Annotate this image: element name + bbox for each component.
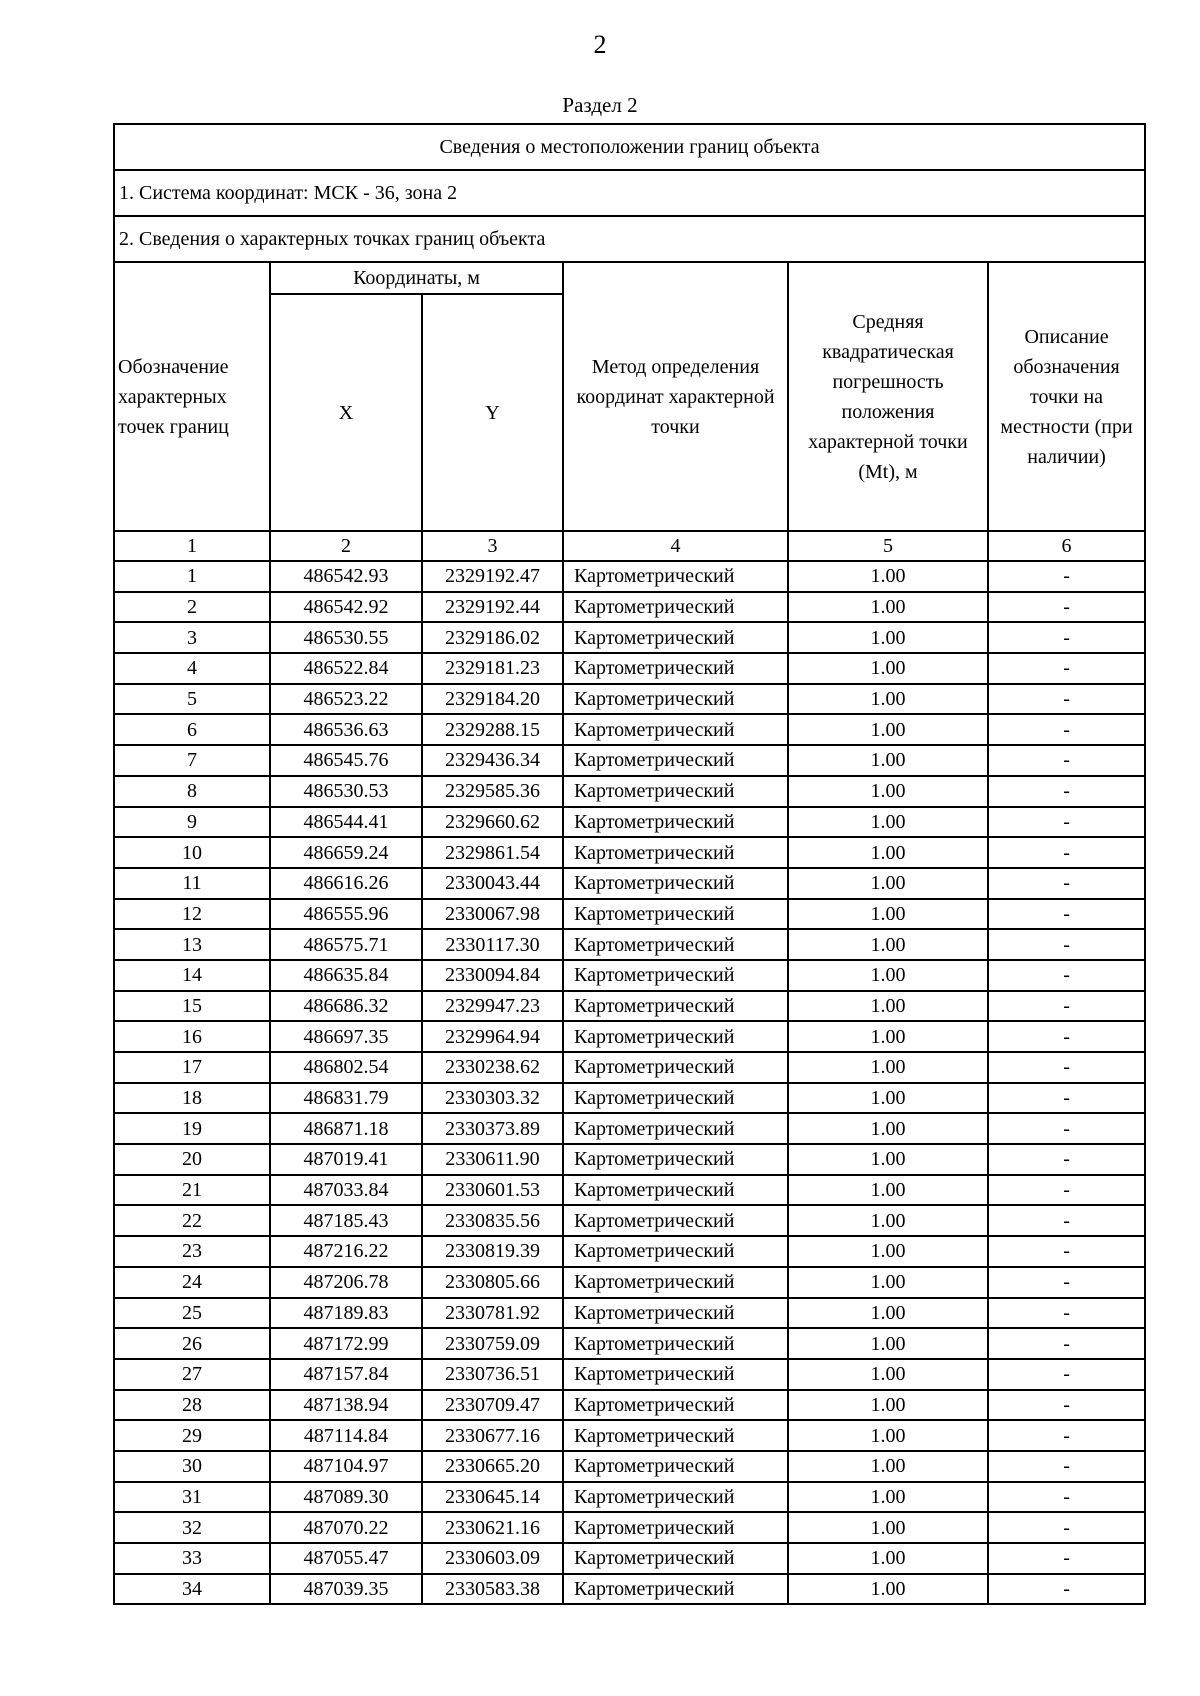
x-coordinate-cell: 487104.97	[270, 1451, 422, 1482]
description-cell: -	[988, 868, 1145, 899]
method-cell: Картометрический	[563, 807, 788, 838]
method-cell: Картометрический	[563, 1451, 788, 1482]
description-cell: -	[988, 1175, 1145, 1206]
table-row	[114, 1236, 1145, 1267]
description-cell: -	[988, 745, 1145, 776]
description-cell: -	[988, 1267, 1145, 1298]
description-cell: -	[988, 1298, 1145, 1329]
method-cell: Картометрический	[563, 561, 788, 592]
error-cell: 1.00	[788, 1021, 988, 1052]
point-number-cell: 11	[114, 868, 270, 899]
description-cell: -	[988, 622, 1145, 653]
point-number-cell: 12	[114, 899, 270, 930]
point-rows	[114, 561, 1145, 1604]
y-coordinate-cell: 2330736.51	[422, 1359, 563, 1390]
x-coordinate-cell: 487138.94	[270, 1390, 422, 1421]
x-coordinate-cell: 487206.78	[270, 1267, 422, 1298]
table-row	[114, 622, 1145, 653]
description-cell: -	[988, 1083, 1145, 1114]
point-number-cell: 22	[114, 1205, 270, 1236]
x-coordinate-cell: 486536.63	[270, 714, 422, 745]
description-cell: -	[988, 1113, 1145, 1144]
y-coordinate-cell: 2330094.84	[422, 960, 563, 991]
point-number-cell: 3	[114, 622, 270, 653]
table-row	[114, 807, 1145, 838]
coord-system-info: 1. Система координат: МСК - 36, зона 2	[114, 170, 1145, 216]
table-row	[114, 868, 1145, 899]
x-coordinate-cell: 486523.22	[270, 684, 422, 715]
header-coords: Координаты, м	[270, 262, 563, 294]
method-cell: Картометрический	[563, 899, 788, 930]
x-coordinate-cell: 486575.71	[270, 929, 422, 960]
point-number-cell: 10	[114, 837, 270, 868]
point-number-cell: 29	[114, 1420, 270, 1451]
description-cell: -	[988, 1390, 1145, 1421]
x-coordinate-cell: 486530.53	[270, 776, 422, 807]
error-cell: 1.00	[788, 1144, 988, 1175]
description-cell: -	[988, 561, 1145, 592]
point-number-cell: 15	[114, 991, 270, 1022]
y-coordinate-cell: 2330601.53	[422, 1175, 563, 1206]
method-cell: Картометрический	[563, 1144, 788, 1175]
y-coordinate-cell: 2329192.47	[422, 561, 563, 592]
x-coordinate-cell: 487189.83	[270, 1298, 422, 1329]
method-cell: Картометрический	[563, 1574, 788, 1605]
method-cell: Картометрический	[563, 1175, 788, 1206]
table-row	[114, 1205, 1145, 1236]
table-row	[114, 899, 1145, 930]
y-coordinate-cell: 2330677.16	[422, 1420, 563, 1451]
y-coordinate-cell: 2330611.90	[422, 1144, 563, 1175]
error-cell: 1.00	[788, 1205, 988, 1236]
method-cell: Картометрический	[563, 622, 788, 653]
y-coordinate-cell: 2329947.23	[422, 991, 563, 1022]
y-coordinate-cell: 2329181.23	[422, 653, 563, 684]
point-number-cell: 27	[114, 1359, 270, 1390]
error-cell: 1.00	[788, 1298, 988, 1329]
error-cell: 1.00	[788, 1543, 988, 1574]
error-cell: 1.00	[788, 1052, 988, 1083]
y-coordinate-cell: 2330238.62	[422, 1052, 563, 1083]
y-coordinate-cell: 2330603.09	[422, 1543, 563, 1574]
x-coordinate-cell: 487172.99	[270, 1328, 422, 1359]
table-row	[114, 991, 1145, 1022]
table-row	[114, 1328, 1145, 1359]
point-number-cell: 18	[114, 1083, 270, 1114]
table-row	[114, 1574, 1145, 1605]
method-cell: Картометрический	[563, 592, 788, 623]
description-cell: -	[988, 899, 1145, 930]
table-row	[114, 929, 1145, 960]
description-cell: -	[988, 592, 1145, 623]
method-cell: Картометрический	[563, 653, 788, 684]
method-cell: Картометрический	[563, 776, 788, 807]
x-coordinate-cell: 486542.93	[270, 561, 422, 592]
description-cell: -	[988, 1236, 1145, 1267]
y-coordinate-cell: 2329660.62	[422, 807, 563, 838]
error-cell: 1.00	[788, 807, 988, 838]
description-cell: -	[988, 1328, 1145, 1359]
error-cell: 1.00	[788, 714, 988, 745]
table-row	[114, 561, 1145, 592]
point-number-cell: 31	[114, 1482, 270, 1513]
description-cell: -	[988, 1205, 1145, 1236]
error-cell: 1.00	[788, 1083, 988, 1114]
y-coordinate-cell: 2329288.15	[422, 714, 563, 745]
x-coordinate-cell: 487157.84	[270, 1359, 422, 1390]
description-cell: -	[988, 960, 1145, 991]
error-cell: 1.00	[788, 684, 988, 715]
error-cell: 1.00	[788, 1267, 988, 1298]
method-cell: Картометрический	[563, 1420, 788, 1451]
header-point-label: Обозначение характерных точек границ	[114, 262, 270, 531]
error-cell: 1.00	[788, 561, 988, 592]
error-cell: 1.00	[788, 1390, 988, 1421]
column-number-row	[114, 531, 1145, 561]
point-number-cell: 14	[114, 960, 270, 991]
y-coordinate-cell: 2330665.20	[422, 1451, 563, 1482]
point-number-cell: 2	[114, 592, 270, 623]
error-cell: 1.00	[788, 1175, 988, 1206]
point-number-cell: 24	[114, 1267, 270, 1298]
x-coordinate-cell: 486831.79	[270, 1083, 422, 1114]
header-y: Y	[422, 294, 563, 531]
section-title: Раздел 2	[562, 93, 638, 117]
error-cell: 1.00	[788, 868, 988, 899]
error-cell: 1.00	[788, 1574, 988, 1605]
method-cell: Картометрический	[563, 1359, 788, 1390]
method-cell: Картометрический	[563, 991, 788, 1022]
method-cell: Картометрический	[563, 1205, 788, 1236]
description-cell: -	[988, 1052, 1145, 1083]
table-row	[114, 1451, 1145, 1482]
point-number-cell: 32	[114, 1512, 270, 1543]
method-cell: Картометрический	[563, 1236, 788, 1267]
error-cell: 1.00	[788, 622, 988, 653]
description-cell: -	[988, 1512, 1145, 1543]
y-coordinate-cell: 2330373.89	[422, 1113, 563, 1144]
error-cell: 1.00	[788, 1482, 988, 1513]
point-number-cell: 16	[114, 1021, 270, 1052]
error-cell: 1.00	[788, 592, 988, 623]
table-row	[114, 714, 1145, 745]
table-row	[114, 745, 1145, 776]
error-cell: 1.00	[788, 1359, 988, 1390]
point-number-cell: 34	[114, 1574, 270, 1605]
point-number-cell: 17	[114, 1052, 270, 1083]
column-number: 3	[422, 531, 563, 561]
error-cell: 1.00	[788, 1236, 988, 1267]
x-coordinate-cell: 486544.41	[270, 807, 422, 838]
y-coordinate-cell: 2330709.47	[422, 1390, 563, 1421]
x-coordinate-cell: 487055.47	[270, 1543, 422, 1574]
column-number: 4	[563, 531, 788, 561]
header-error: Средняя квадратическая погрешность положения характерной точки (Mt), м	[788, 262, 988, 531]
description-cell: -	[988, 1574, 1145, 1605]
y-coordinate-cell: 2329192.44	[422, 592, 563, 623]
method-cell: Картометрический	[563, 837, 788, 868]
error-cell: 1.00	[788, 1328, 988, 1359]
description-cell: -	[988, 807, 1145, 838]
table-row	[114, 1083, 1145, 1114]
point-number-cell: 8	[114, 776, 270, 807]
column-number: 1	[114, 531, 270, 561]
table-row	[114, 1144, 1145, 1175]
point-number-cell: 28	[114, 1390, 270, 1421]
error-cell: 1.00	[788, 929, 988, 960]
x-coordinate-cell: 486555.96	[270, 899, 422, 930]
method-cell: Картометрический	[563, 868, 788, 899]
y-coordinate-cell: 2330583.38	[422, 1574, 563, 1605]
x-coordinate-cell: 487114.84	[270, 1420, 422, 1451]
description-cell: -	[988, 653, 1145, 684]
page-number: 2	[593, 30, 607, 59]
method-cell: Картометрический	[563, 1543, 788, 1574]
y-coordinate-cell: 2330067.98	[422, 899, 563, 930]
y-coordinate-cell: 2330117.30	[422, 929, 563, 960]
x-coordinate-cell: 487039.35	[270, 1574, 422, 1605]
y-coordinate-cell: 2329186.02	[422, 622, 563, 653]
error-cell: 1.00	[788, 776, 988, 807]
point-number-cell: 21	[114, 1175, 270, 1206]
method-cell: Картометрический	[563, 1052, 788, 1083]
error-cell: 1.00	[788, 837, 988, 868]
method-cell: Картометрический	[563, 1482, 788, 1513]
x-coordinate-cell: 486530.55	[270, 622, 422, 653]
x-coordinate-cell: 486802.54	[270, 1052, 422, 1083]
points-section-title: 2. Сведения о характерных точках границ объекта	[114, 216, 1145, 262]
y-coordinate-cell: 2329184.20	[422, 684, 563, 715]
x-coordinate-cell: 486616.26	[270, 868, 422, 899]
x-coordinate-cell: 487033.84	[270, 1175, 422, 1206]
y-coordinate-cell: 2330645.14	[422, 1482, 563, 1513]
point-number-cell: 33	[114, 1543, 270, 1574]
method-cell: Картометрический	[563, 1267, 788, 1298]
y-coordinate-cell: 2330835.56	[422, 1205, 563, 1236]
description-cell: -	[988, 1420, 1145, 1451]
x-coordinate-cell: 487070.22	[270, 1512, 422, 1543]
description-cell: -	[988, 714, 1145, 745]
column-number: 6	[988, 531, 1145, 561]
method-cell: Картометрический	[563, 714, 788, 745]
header-description: Описание обозначения точки на местности (при наличии)	[988, 262, 1145, 531]
y-coordinate-cell: 2330759.09	[422, 1328, 563, 1359]
table-row	[114, 653, 1145, 684]
table-row	[114, 1420, 1145, 1451]
method-cell: Картометрический	[563, 1083, 788, 1114]
table-row	[114, 1482, 1145, 1513]
point-number-cell: 23	[114, 1236, 270, 1267]
error-cell: 1.00	[788, 653, 988, 684]
y-coordinate-cell: 2330043.44	[422, 868, 563, 899]
table-row	[114, 837, 1145, 868]
method-cell: Картометрический	[563, 929, 788, 960]
error-cell: 1.00	[788, 1451, 988, 1482]
point-number-cell: 30	[114, 1451, 270, 1482]
boundary-points-table	[113, 123, 1146, 1605]
y-coordinate-cell: 2330303.32	[422, 1083, 563, 1114]
table-row	[114, 1113, 1145, 1144]
y-coordinate-cell: 2329861.54	[422, 837, 563, 868]
description-cell: -	[988, 1451, 1145, 1482]
y-coordinate-cell: 2330819.39	[422, 1236, 563, 1267]
x-coordinate-cell: 487019.41	[270, 1144, 422, 1175]
table-row	[114, 1390, 1145, 1421]
method-cell: Картометрический	[563, 1298, 788, 1329]
method-cell: Картометрический	[563, 684, 788, 715]
table-title: Сведения о местоположении границ объекта	[114, 124, 1145, 170]
point-number-cell: 9	[114, 807, 270, 838]
point-number-cell: 4	[114, 653, 270, 684]
table-row	[114, 1543, 1145, 1574]
column-number: 2	[270, 531, 422, 561]
error-cell: 1.00	[788, 899, 988, 930]
method-cell: Картометрический	[563, 1021, 788, 1052]
x-coordinate-cell: 486659.24	[270, 837, 422, 868]
error-cell: 1.00	[788, 1420, 988, 1451]
point-number-cell: 1	[114, 561, 270, 592]
x-coordinate-cell: 486542.92	[270, 592, 422, 623]
x-coordinate-cell: 486697.35	[270, 1021, 422, 1052]
table-row	[114, 776, 1145, 807]
table-row	[114, 1052, 1145, 1083]
column-number: 5	[788, 531, 988, 561]
header-method: Метод определения координат характерной точки	[563, 262, 788, 531]
y-coordinate-cell: 2329964.94	[422, 1021, 563, 1052]
point-number-cell: 20	[114, 1144, 270, 1175]
y-coordinate-cell: 2330805.66	[422, 1267, 563, 1298]
x-coordinate-cell: 487216.22	[270, 1236, 422, 1267]
description-cell: -	[988, 929, 1145, 960]
table-row	[114, 684, 1145, 715]
point-number-cell: 26	[114, 1328, 270, 1359]
point-number-cell: 6	[114, 714, 270, 745]
x-coordinate-cell: 486635.84	[270, 960, 422, 991]
description-cell: -	[988, 1144, 1145, 1175]
x-coordinate-cell: 487089.30	[270, 1482, 422, 1513]
error-cell: 1.00	[788, 991, 988, 1022]
error-cell: 1.00	[788, 1512, 988, 1543]
point-number-cell: 25	[114, 1298, 270, 1329]
method-cell: Картометрический	[563, 960, 788, 991]
table-row	[114, 1512, 1145, 1543]
header-x: X	[270, 294, 422, 531]
point-number-cell: 7	[114, 745, 270, 776]
description-cell: -	[988, 991, 1145, 1022]
method-cell: Картометрический	[563, 1328, 788, 1359]
description-cell: -	[988, 776, 1145, 807]
description-cell: -	[988, 1482, 1145, 1513]
x-coordinate-cell: 486545.76	[270, 745, 422, 776]
error-cell: 1.00	[788, 960, 988, 991]
table-header	[114, 262, 1145, 531]
y-coordinate-cell: 2329585.36	[422, 776, 563, 807]
x-coordinate-cell: 486522.84	[270, 653, 422, 684]
table-row	[114, 1021, 1145, 1052]
point-number-cell: 19	[114, 1113, 270, 1144]
y-coordinate-cell: 2330621.16	[422, 1512, 563, 1543]
description-cell: -	[988, 684, 1145, 715]
point-number-cell: 13	[114, 929, 270, 960]
description-cell: -	[988, 1543, 1145, 1574]
x-coordinate-cell: 487185.43	[270, 1205, 422, 1236]
y-coordinate-cell: 2330781.92	[422, 1298, 563, 1329]
table-row	[114, 592, 1145, 623]
method-cell: Картометрический	[563, 745, 788, 776]
description-cell: -	[988, 1021, 1145, 1052]
error-cell: 1.00	[788, 1113, 988, 1144]
x-coordinate-cell: 486871.18	[270, 1113, 422, 1144]
error-cell: 1.00	[788, 745, 988, 776]
point-number-cell: 5	[114, 684, 270, 715]
method-cell: Картометрический	[563, 1512, 788, 1543]
x-coordinate-cell: 486686.32	[270, 991, 422, 1022]
method-cell: Картометрический	[563, 1390, 788, 1421]
table-row	[114, 960, 1145, 991]
table-row	[114, 1298, 1145, 1329]
method-cell: Картометрический	[563, 1113, 788, 1144]
y-coordinate-cell: 2329436.34	[422, 745, 563, 776]
description-cell: -	[988, 837, 1145, 868]
table-row	[114, 1359, 1145, 1390]
description-cell: -	[988, 1359, 1145, 1390]
table-row	[114, 1267, 1145, 1298]
table-row	[114, 1175, 1145, 1206]
